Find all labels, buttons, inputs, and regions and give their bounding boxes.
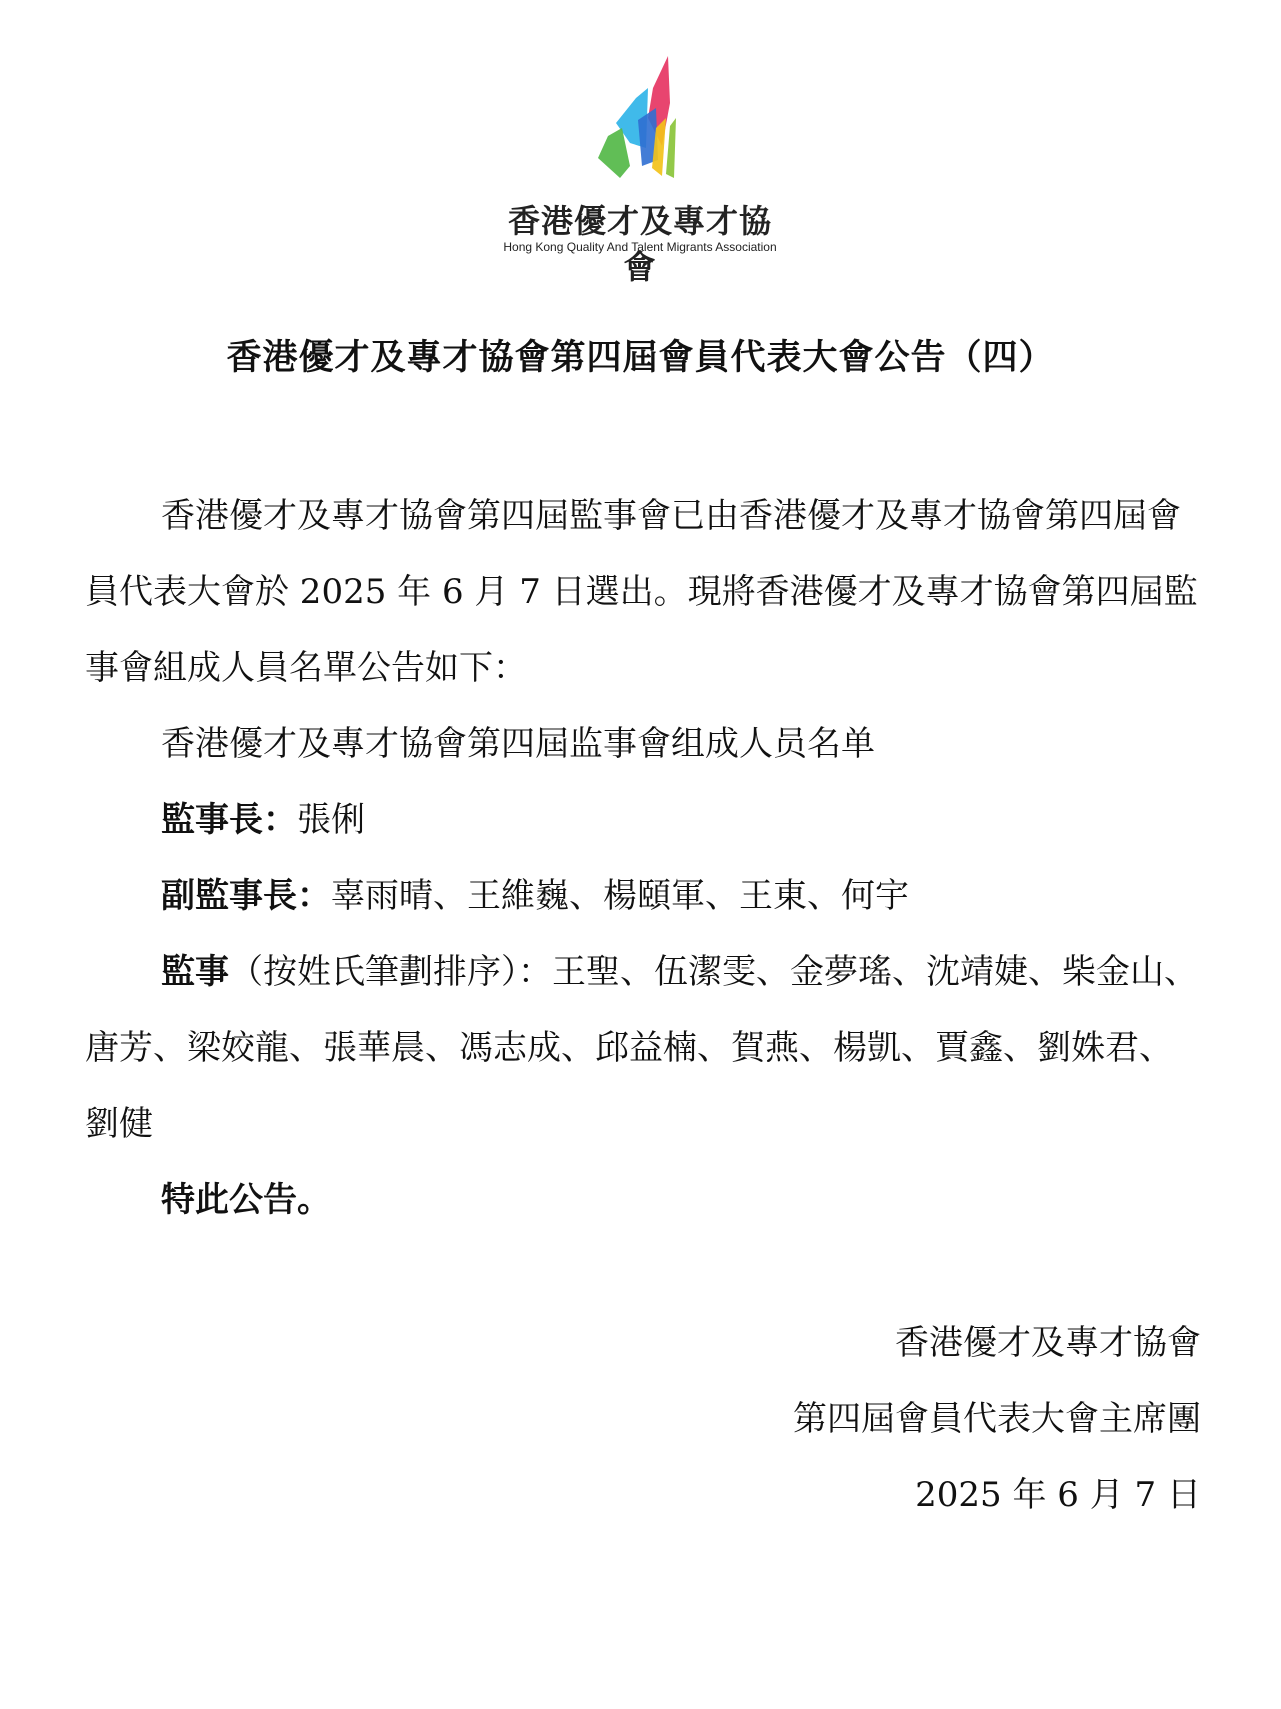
association-logo	[480, 48, 800, 286]
closing-line: 特此公告。	[161, 1180, 331, 1220]
signature-date: 2025 年 6 月 7 日	[915, 1475, 1201, 1515]
chief-supervisor-line	[85, 782, 1200, 858]
supervisors-paragraph	[85, 934, 1200, 1162]
notice-title: 香港優才及專才協會第四屆會員代表大會公告（四）	[226, 337, 1055, 378]
logo-mark-icon	[590, 48, 690, 198]
chief-label: 監事長：	[161, 800, 297, 840]
vice-names: 辜雨晴、王維巍、楊頤軍、王東、何宇	[331, 876, 909, 916]
list-heading: 香港優才及專才協會第四屆监事會组成人员名单	[161, 724, 875, 764]
signature-block	[793, 1305, 1201, 1533]
supervisors-label: 監事	[161, 952, 229, 992]
supervisors-names: 王聖、伍潔雯、金夢瑤、沈靖婕、柴金山、唐芳、梁姣龍、張華晨、馮志成、邱益楠、賀燕、楊凱、賈鑫、劉姝君、劉健	[85, 952, 1198, 1144]
chief-names: 張俐	[297, 800, 365, 840]
vice-supervisor-line	[85, 858, 1200, 934]
signature-org: 香港優才及專才協會	[895, 1323, 1201, 1363]
notice-body	[85, 478, 1200, 1238]
logo-chinese-name: 香港優才及專才協會	[507, 202, 772, 286]
signature-body: 第四屆會員代表大會主席團	[793, 1399, 1201, 1439]
logo-english-name: Hong Kong Quality And Talent Migrants Association	[503, 240, 777, 254]
vice-label: 副監事長：	[161, 876, 331, 916]
supervisors-note: （按姓氏筆劃排序）：	[229, 952, 552, 992]
intro-paragraph: 香港優才及專才協會第四屆監事會已由香港優才及專才協會第四屆會員代表大會於 2025 年 6 月 7 日選出。現將香港優才及專才協會第四屆監事會組成人員名單公告如下：	[85, 496, 1198, 688]
